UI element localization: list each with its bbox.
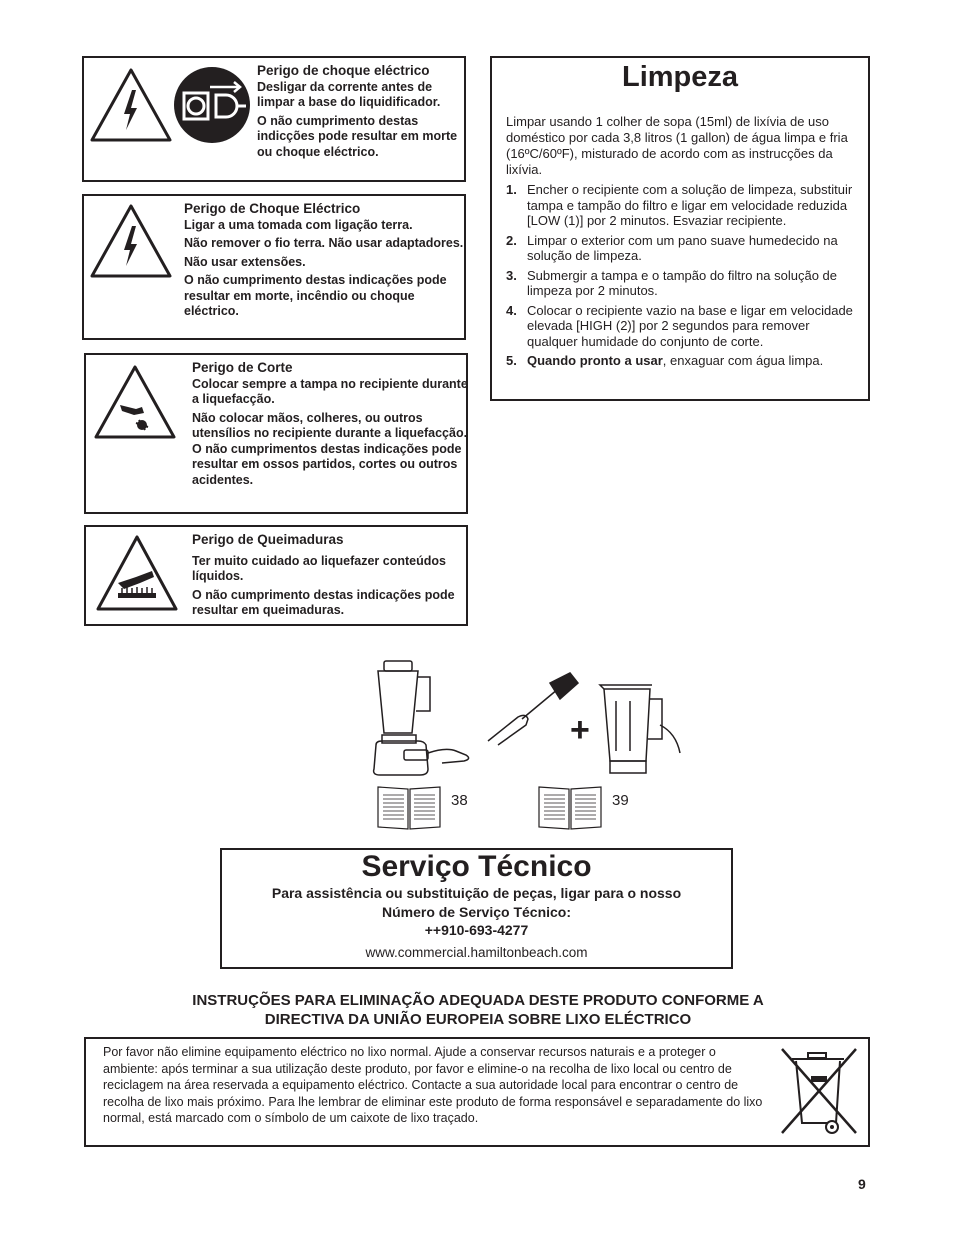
step-number: 3. bbox=[506, 267, 517, 283]
warning-text: O não cumprimento destas indicações pode resultar em morte, incêndio ou choque eléctrico. bbox=[184, 273, 447, 318]
plus-sign: + bbox=[570, 711, 590, 749]
warning-box-electric-shock-unplug bbox=[82, 56, 466, 182]
step-number: 1. bbox=[506, 182, 517, 197]
service-title: Serviço Técnico bbox=[361, 850, 592, 883]
warning-text: Colocar sempre a tampa no recipiente durante a liquefacção. bbox=[192, 376, 468, 406]
warning-text: O não cumprimento destas indicações pode resultar em queimaduras. bbox=[192, 587, 455, 617]
warning-text: O não cumprimento destas indicções pode resultar em morte ou choque eléctrico. bbox=[257, 113, 458, 159]
technical-service-section bbox=[220, 848, 733, 969]
disposal-heading bbox=[90, 991, 866, 1029]
blender-cleaning-illustration bbox=[360, 655, 700, 785]
list-item bbox=[506, 182, 858, 229]
warning-box-cut-hazard bbox=[84, 353, 468, 514]
warning-box-burn-hazard bbox=[84, 525, 468, 626]
step-number: 2. bbox=[506, 232, 517, 248]
cut-hazard-warning-icon bbox=[92, 363, 178, 441]
warning-title: Perigo de Queimaduras bbox=[192, 532, 344, 547]
cleaning-section bbox=[490, 56, 870, 401]
warning-text: Ter muito cuidado ao liquefazer conteúdos líquidos. bbox=[192, 553, 446, 583]
warning-text: Não usar extensões. bbox=[184, 254, 306, 269]
disposal-text: Por favor não elimine equipamento eléctrico no lixo normal. Ajude a conservar recursos naturais e a proteger o ambiente: após terminar a sua utilização deste produto, por favor e elimine-o na recolha de lixo local ou centro de reciclagem na área reservada a equipamento eléctrico. Contacte a sua autoridade local para encontrar o centro de recolha de lixo mais próximo. Para lhe lembrar de eliminar este produto de forma responsável e separadamente do lixo normal, está marcado com o símbolo de um caixote de lixo traçado. bbox=[103, 1045, 763, 1125]
warning-text: Ligar a uma tomada com ligação terra. bbox=[184, 217, 413, 232]
manual-book-icon bbox=[376, 783, 442, 831]
cleaning-title: Limpeza bbox=[621, 61, 739, 93]
disposal-heading-line: DIRECTIVA DA UNIÃO EUROPEIA SOBRE LIXO ELÉCTRICO bbox=[264, 1011, 692, 1028]
warning-text: Desligar da corrente antes de limpar a base do liquidificador. bbox=[257, 79, 441, 109]
page-number: 9 bbox=[858, 1176, 866, 1192]
disposal-heading-line: INSTRUÇÕES PARA ELIMINAÇÃO ADEQUADA DESTE PRODUTO CONFORME A bbox=[192, 992, 764, 1009]
page-reference-39: 39 bbox=[612, 792, 629, 809]
disposal-section bbox=[84, 1037, 870, 1147]
burn-hazard-warning-icon bbox=[94, 533, 180, 613]
list-item bbox=[506, 353, 858, 369]
warning-title: Perigo de Choque Eléctrico bbox=[184, 201, 361, 216]
electric-shock-warning-icon bbox=[88, 202, 174, 280]
unplug-icon bbox=[172, 65, 252, 145]
step-text: Encher o recipiente com a solução de limpeza, substituir tampa e tampão do filtro e ligar em velocidade reduzida [LOW (1)] por 2 minutos. Esvaziar recipiente. bbox=[527, 182, 853, 228]
step-number: 4. bbox=[506, 302, 517, 318]
warning-text: Não colocar mãos, colheres, ou outros utensílios no recipiente durante a liquefacção. O não cumprimentos destas indicações pode resultar em ossos partidos, cortes ou outros acidentes. bbox=[192, 410, 468, 487]
cleaning-steps bbox=[492, 182, 868, 369]
electric-shock-warning-icon bbox=[88, 66, 174, 144]
warning-title: Perigo de Corte bbox=[192, 360, 293, 375]
page-reference-38: 38 bbox=[451, 792, 468, 809]
warning-title: Perigo de choque eléctrico bbox=[257, 63, 430, 78]
step-number: 5. bbox=[506, 353, 517, 368]
service-text: Número de Serviço Técnico: bbox=[381, 903, 572, 920]
step-text: , enxaguar com água limpa. bbox=[662, 353, 824, 368]
step-text: Submergir a tampa e o tampão do filtro na solução de limpeza por 2 minutos. bbox=[527, 267, 838, 298]
manual-book-icon bbox=[537, 783, 603, 831]
step-text: Colocar o recipiente vazio na base e ligar em velocidade elevada [HIGH (2)] por 2 segundos para remover qualquer humidade do conjunto de corte. bbox=[527, 302, 853, 349]
cleaning-intro: Limpar usando 1 colher de sopa (15ml) de lixívia de uso doméstico por cada 3,8 litros (1 gallon) de água limpa e fria (16ºC/60ºF), misturado de acordo com as instrucções da lixívia. bbox=[506, 114, 848, 177]
service-phone: ++910-693-4277 bbox=[424, 922, 529, 938]
step-text: Limpar o exterior com um pano suave humedecido na solução de limpeza. bbox=[527, 232, 838, 263]
service-text: Para assistência ou substituição de peças, ligar para o nosso bbox=[271, 885, 682, 901]
list-item bbox=[506, 268, 858, 299]
service-website: www.commercial.hamiltonbeach.com bbox=[365, 944, 588, 960]
list-item bbox=[506, 233, 858, 264]
list-item bbox=[506, 303, 858, 350]
warning-text: Não remover o fio terra. Não usar adaptadores. bbox=[184, 236, 464, 250]
crossed-out-wheelie-bin-icon bbox=[778, 1045, 860, 1137]
warning-box-electric-shock-ground bbox=[82, 194, 466, 340]
step-bold-text: Quando pronto a usar bbox=[527, 353, 663, 368]
